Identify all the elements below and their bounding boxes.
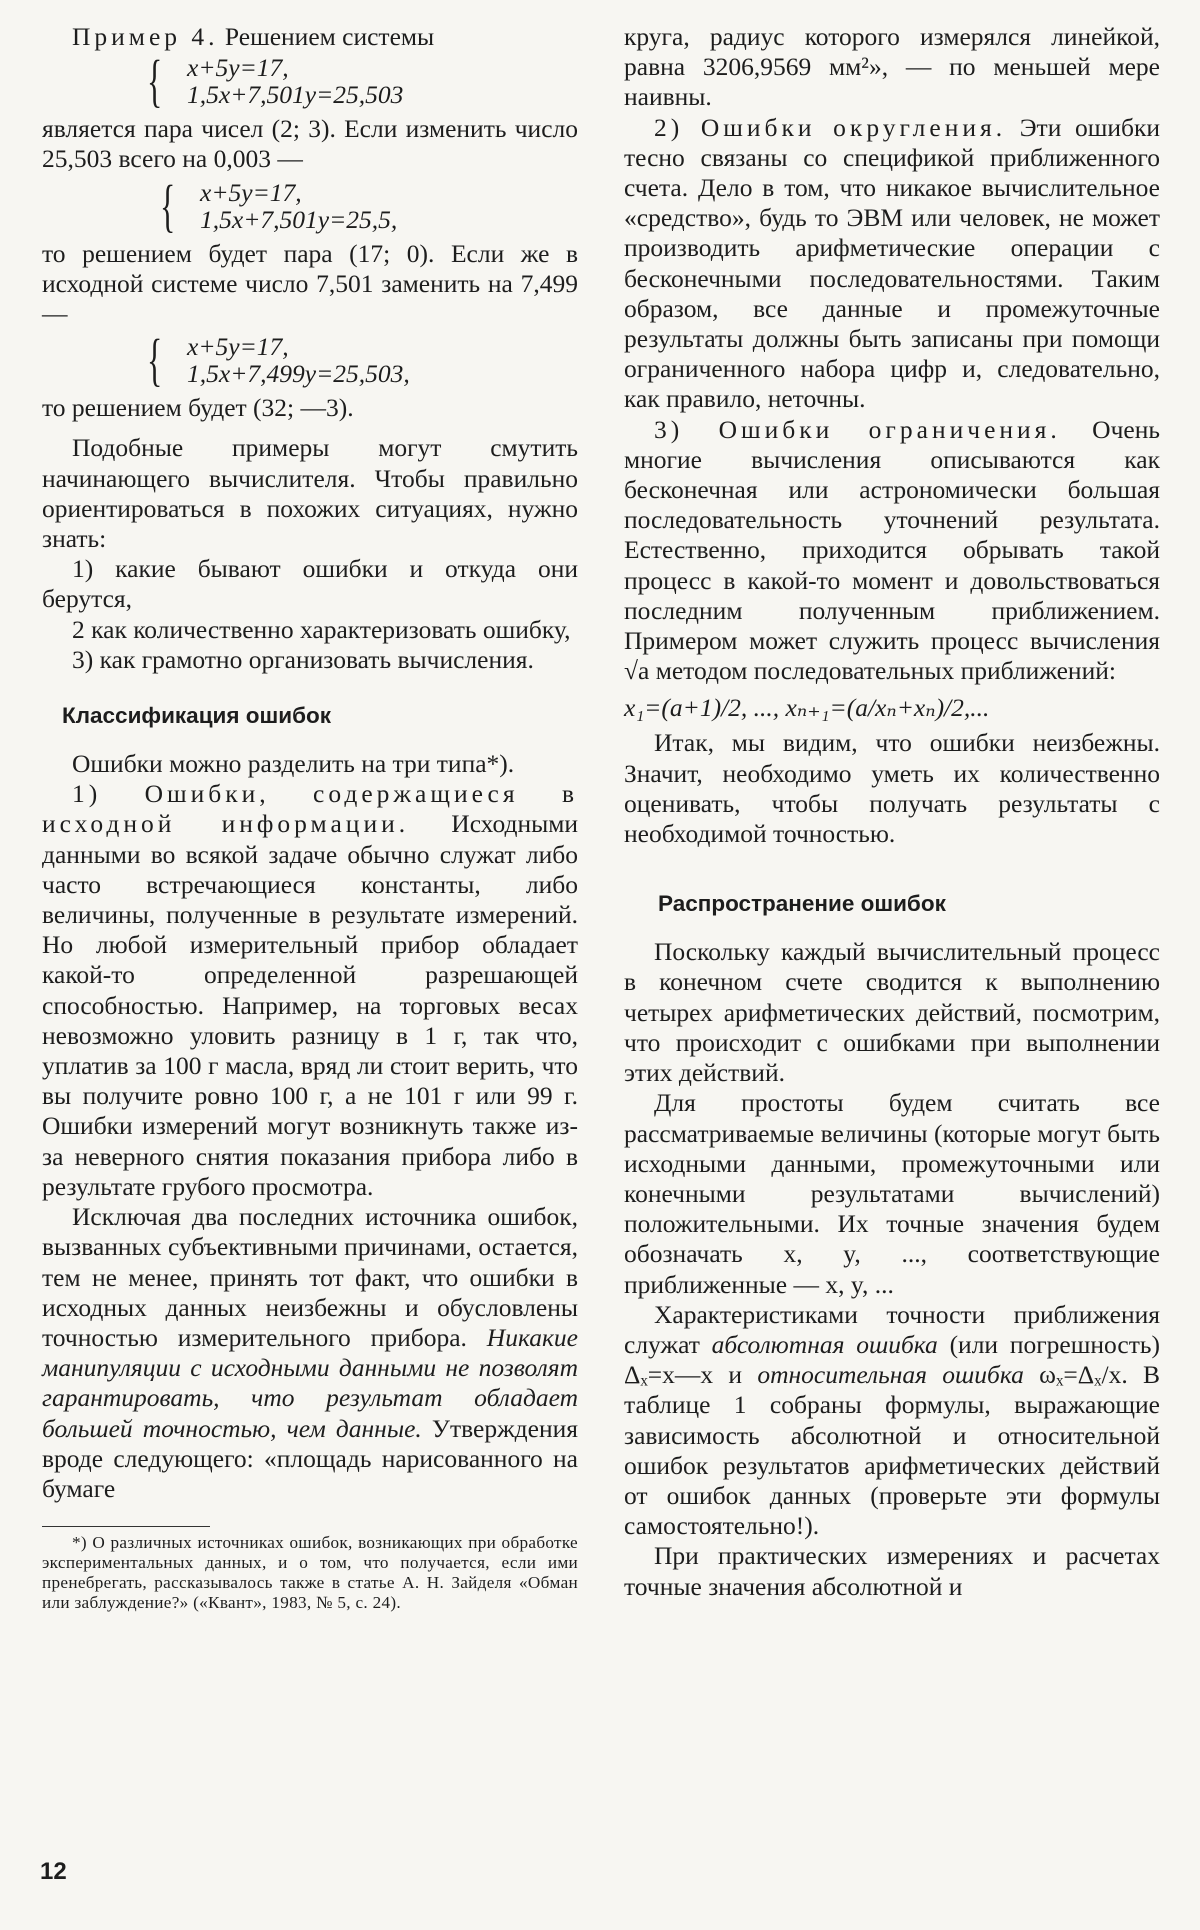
footnote: *) О различных источниках ошибок, возникающих при обработке экспериментальных данных, и о том, что получается, если ими пренебрегать, рассказывалось также в статье А. Н. Зайделя «Обман или заблуждение?» («Квант», 1983, № 5, с. 24). (42, 1533, 578, 1612)
section-heading-classification: Классификация ошибок (62, 703, 331, 729)
left-brace: { (147, 327, 163, 393)
left-brace: { (160, 172, 176, 238)
example-label: Пример 4. (72, 22, 219, 51)
system-2-row-2: 1,5x+7,501y=25,5, (200, 204, 398, 234)
list-item-1: 1) какие бывают ошибки и откуда они берутся, (42, 554, 578, 614)
paragraph-subjective-sources: Исключая два последних источника ошибок, вызванных субъективными причинами, остается, тем не менее, принять тот факт, что ошибки в исходных данных неизбежны и обусловлены точностью измерительного прибора. Никакие манипуляции с исходными данными не позволят гарантировать, что результат обладает большей точностью, чем данные. Утверждения вроде следующего: «площадь нарисованного на бумаге (42, 1202, 578, 1503)
example-4-intro: Пример 4. Решением системы (72, 22, 435, 51)
equation-system-2 (160, 172, 578, 238)
page-number: 12 (40, 1858, 67, 1885)
system-3-row-1: x+5y=17, (187, 332, 289, 362)
paragraph-beginner: Подобные примеры могут смутить начинающего вычислителя. Чтобы правильно ориентироваться в похожих ситуациях, нужно знать: (42, 433, 578, 554)
system-3-row-2: 1,5x+7,499y=25,503, (187, 359, 410, 389)
paragraph-practical-measurements: При практических измерениях и расчетах точные значения абсолютной и (624, 1541, 1160, 1601)
right-column (624, 22, 1160, 1602)
left-column (42, 22, 578, 1612)
left-brace: { (147, 48, 163, 114)
paragraph-error-type-2: 2) Ошибки округления. Эти ошибки тесно связаны со спецификой приближенного счета. Дело в том, что никакое вычислительное «средство», будь то ЭВМ или человек, не может производить арифметические операции с бесконечными последовательностями. Таким образом, все данные и промежуточные результаты должны быть записаны при помощи ограниченного набора цифр и, следовательно, как правило, неточны. (624, 112, 1160, 414)
error-type-1-label: 1) Ошибки, содержащиеся в исходной информации. (42, 779, 578, 839)
list-item-2: 2 как количественно характеризовать ошибку, (72, 614, 571, 644)
paragraph-result: то решением будет (32; —3). (42, 393, 354, 423)
paragraph-three-types: Ошибки можно разделить на три типа*). (72, 749, 515, 779)
equation-system-1 (147, 48, 578, 114)
footnote-rule (42, 1526, 210, 1527)
paragraph-circle-area: круга, радиус которого измерялся линейкой, равна 3206,9569 мм²», — по меньшей мере наивны. (624, 22, 1160, 112)
italic-statement: Никакие манипуляции с исходными данными не позволят гарантировать, что результат обладает большей точностью, чем данные. (42, 1322, 578, 1443)
system-1-row-1: x+5y=17, (187, 53, 289, 83)
system-1-row-2: 1,5x+7,501y=25,503 (187, 80, 404, 110)
system-2-row-1: x+5y=17, (200, 177, 302, 207)
paragraph-error-type-3: 3) Ошибки ограничения. Очень многие вычисления описываются как бесконечная или астрономически большая последовательность уточнений результата. Естественно, приходится обрывать такой процесс в какой-то момент и довольствоваться последним полученным приближением. Примером может служить процесс вычисления √a методом последовательных приближений: (624, 414, 1160, 686)
error-type-3-label: 3) Ошибки ограничения. (654, 414, 1061, 444)
paragraph-four-operations: Поскольку каждый вычислительный процесс в конечном счете сводится к выполнению четырех арифметических действий, посмотрим, что происходит с ошибками при выполнении этих действий. (624, 937, 1160, 1088)
paragraph-errors-inevitable: Итак, мы видим, что ошибки неизбежны. Значит, необходимо уметь их количественно оценивать, чтобы получать результаты с необходимой точностью. (624, 728, 1160, 849)
error-type-2-label: 2) Ошибки округления. (654, 112, 1007, 142)
equation-system-3 (147, 327, 578, 393)
list-item-3: 3) как грамотно организовать вычисления. (72, 644, 534, 674)
iteration-formula: x₁=(a+1)/2, ..., xₙ₊₁=(a/xₙ+xₙ)/2,... (624, 693, 990, 723)
paragraph-error-type-1: 1) Ошибки, содержащиеся в исходной информации. Исходными данными во всякой задаче обычно служат либо часто встречающиеся константы, либо величины, полученные в результате измерений. Но любой измерительный прибор обладает какой-то определенной разрешающей способностью. Например, на торговых весах невозможно уловить разницу в 1 г, так что, уплатив за 100 г масла, вряд ли стоит верить, что вы получите ровно 100 г, а не 101 г или 99 г. Ошибки измерений могут возникнуть также из-за неверного снятия показания прибора либо в результате грубого просмотра. (42, 779, 579, 1201)
paragraph-accuracy-characteristics: Характеристиками точности приближения служат абсолютная ошибка (или погрешность) Δₓ=x—x и относительная ошибка ωₓ=Δₓ/x. В таблице 1 собраны формулы, выражающие зависимость абсолютной и относительной ошибок результатов арифметических действий от ошибок данных (проверьте эти формулы самостоятельно!). (624, 1299, 1161, 1541)
term-relative-error: относительная ошибка (757, 1360, 1024, 1390)
paragraph-change-coefficient: то решением будет пара (17; 0). Если же в исходной системе число 7,501 заменить на 7,499 — (42, 238, 578, 329)
paragraph-positive-values: Для простоты будем считать все рассматриваемые величины (которые могут быть исходными данными, промежуточными или конечными результатами вычислений) положительными. Их точные значения будем обозначать x, y, ..., соответствующие приближенные — x, y, ... (624, 1088, 1160, 1299)
term-absolute-error: абсолютная ошибка (711, 1329, 938, 1359)
paragraph-change-constant: является пара чисел (2; 3). Если изменить число 25,503 всего на 0,003 — (42, 114, 578, 174)
section-heading-propagation: Распространение ошибок (658, 891, 946, 917)
